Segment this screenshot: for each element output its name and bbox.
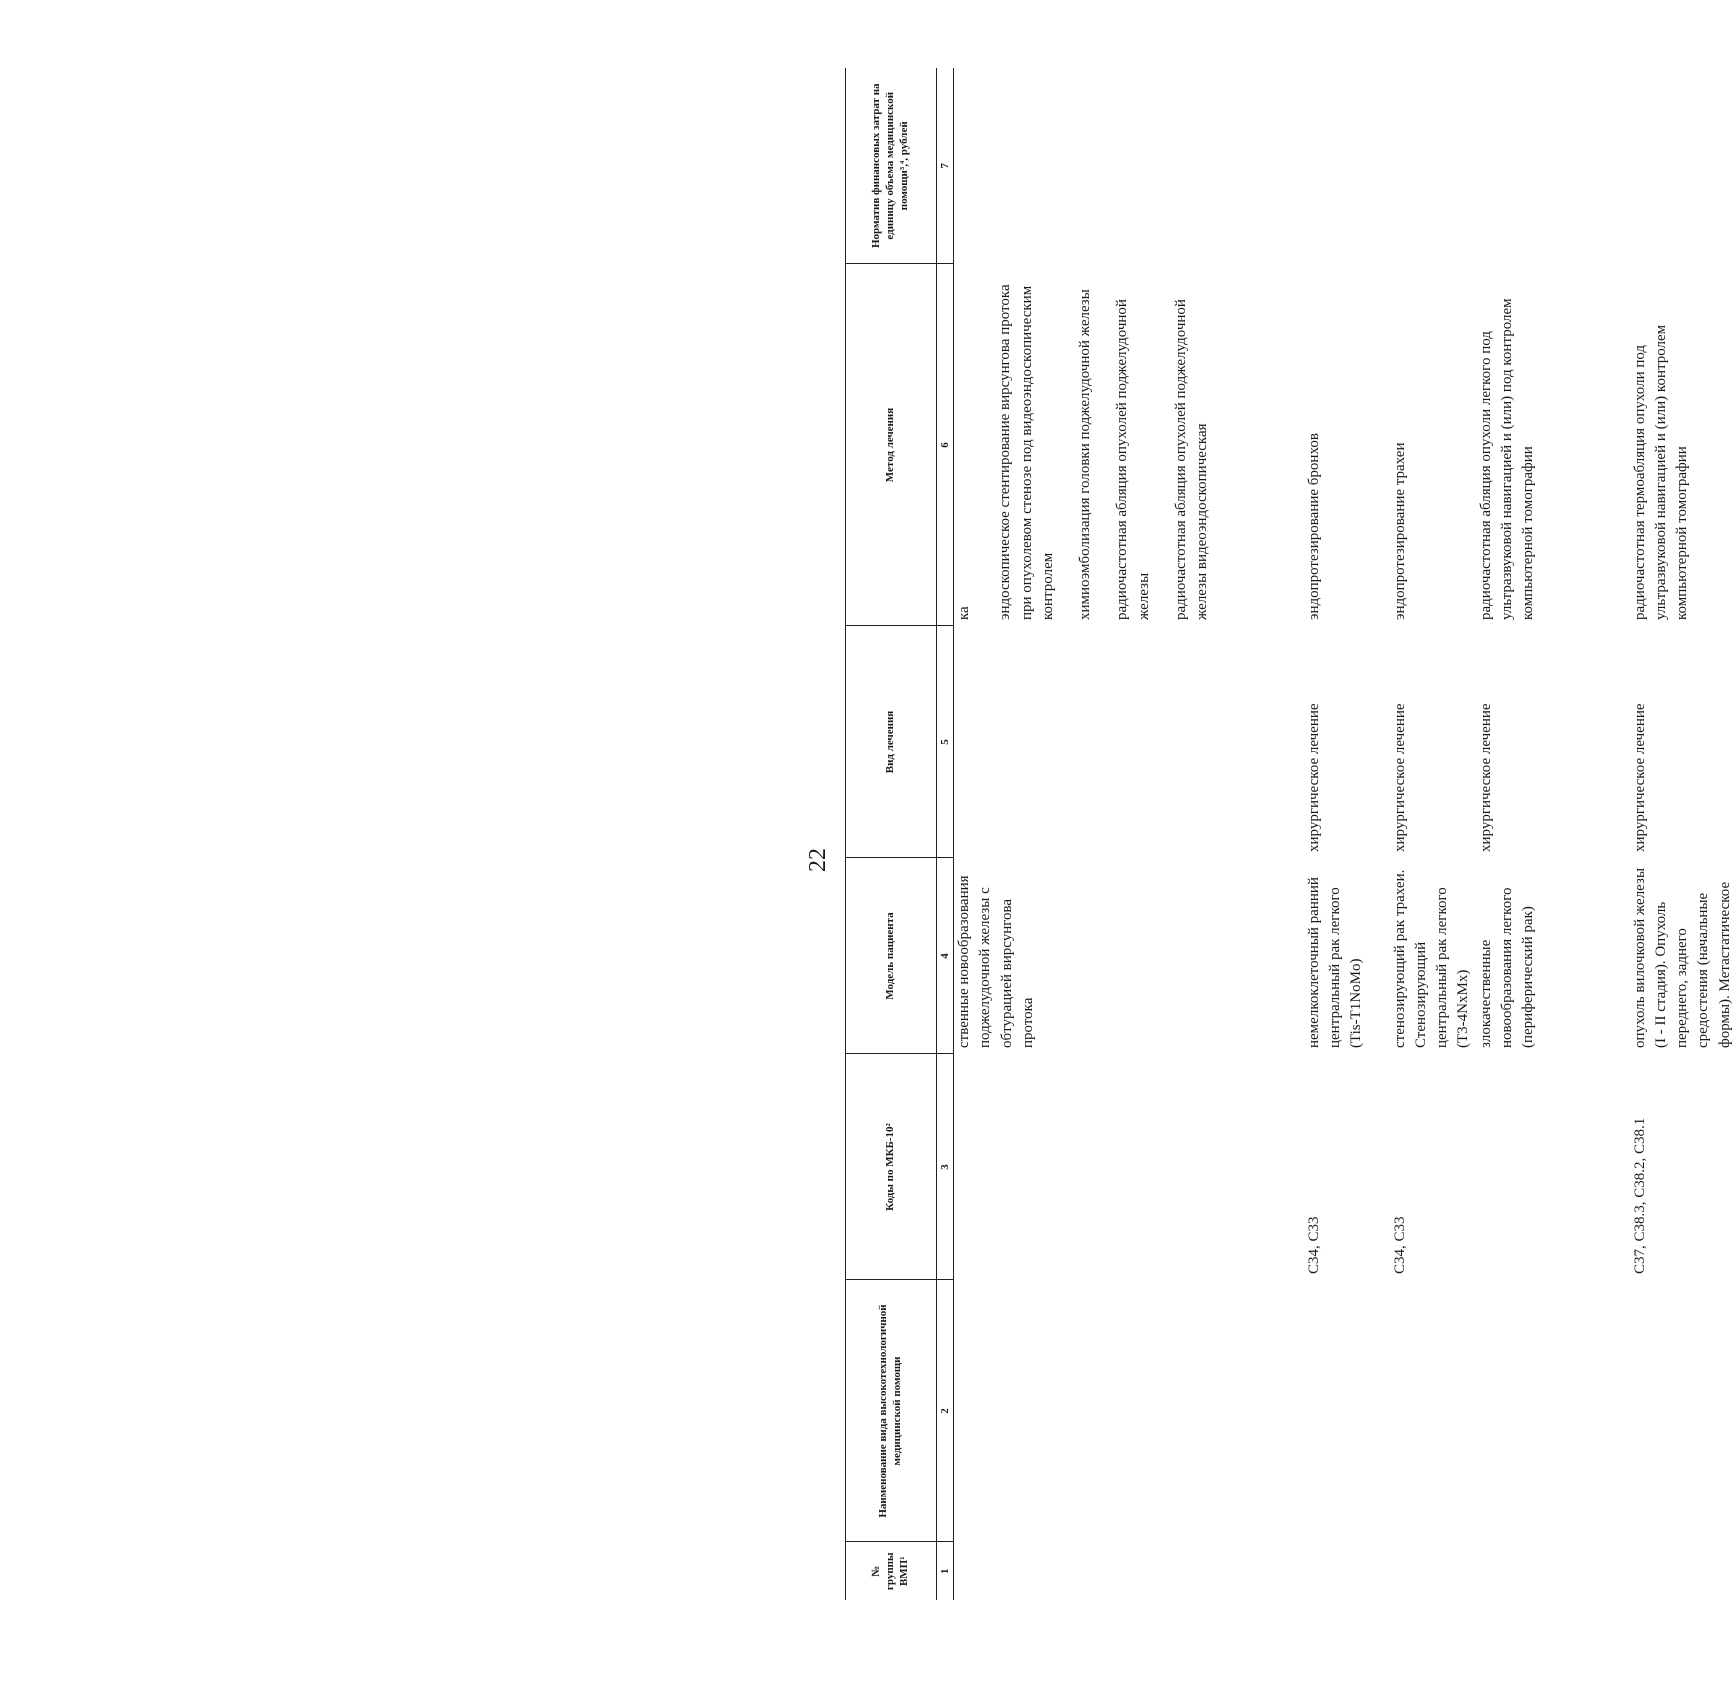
- norm-cell: [1304, 68, 1390, 264]
- codes-cell: [954, 1054, 1304, 1280]
- method-cell: [1304, 264, 1390, 626]
- norm-cell: [1630, 68, 1736, 264]
- method-item: химиоэмболизация головки поджелудочной железы: [1077, 289, 1094, 620]
- norm-cell: [1390, 68, 1476, 264]
- header-treatment-method: Метод лечения: [846, 264, 937, 626]
- method-item: радиочастотная абляция опухолей поджелудочной железы видеоэндоскопическая: [1173, 299, 1211, 620]
- norm-cell: [1476, 68, 1630, 264]
- group-cell: [1304, 1542, 1390, 1600]
- group-cell: [954, 1542, 1304, 1600]
- codes-cell: [1476, 1054, 1630, 1280]
- method-item: радиочастотная абляция опухолей поджелудочной железы: [1114, 299, 1152, 620]
- column-number: 2: [937, 1280, 954, 1542]
- column-number-row: [937, 68, 954, 1600]
- name-cell: [954, 1280, 1304, 1542]
- method-item: эндопротезирование трахеи: [1391, 442, 1408, 620]
- header-treatment-type: Вид лечения: [846, 626, 937, 858]
- method-item: эндопротезирование бронхов: [1305, 433, 1322, 620]
- table-row: [1390, 68, 1476, 1600]
- name-cell: [1304, 1280, 1390, 1542]
- table-row: [1630, 68, 1736, 1600]
- header-icd-codes: Коды по МКБ-10²: [846, 1054, 937, 1280]
- column-number: 6: [937, 264, 954, 626]
- model-cell: немелкоклеточный ранний центральный рак легкого (Tis-T1NoMo): [1305, 877, 1365, 1048]
- name-cell: [1390, 1280, 1476, 1542]
- model-cell: злокачественные новообразования легкого (периферический рак): [1477, 887, 1537, 1048]
- header-cost-norm: Норматив финансовых затрат на единицу объема медицинской помощи³,⁴, рублей: [846, 68, 937, 264]
- model-cell: опухоль вилочковой железы (I - II стадия). Опухоль переднего, заднего средостения (начальные формы). Метастатическое: [1631, 867, 1733, 1048]
- header-patient-model: Модель пациента: [846, 858, 937, 1054]
- method-item: эндоскопическое стентирование вирсунгова протока при опухолевом стенозе под видеоэндоскопическим контролем: [997, 284, 1056, 620]
- column-number: 5: [937, 626, 954, 858]
- treatment-type-cell: хирургическое лечение: [1477, 703, 1494, 852]
- method-cell: [954, 264, 1304, 626]
- treatment-type-cell: хирургическое лечение: [1305, 703, 1322, 852]
- column-number: 4: [937, 858, 954, 1054]
- name-cell: [1476, 1280, 1630, 1542]
- codes-cell: C37, C38.3, C38.2, C38.1: [1631, 1117, 1648, 1274]
- method-item: радиочастотная абляция опухоли легкого под ультразвуковой навигацией и (или) под контролем компьютерной томографии: [1477, 298, 1537, 620]
- page-number: 22: [805, 848, 831, 872]
- treatment-type-cell: [954, 626, 1304, 858]
- name-cell: [1630, 1280, 1736, 1542]
- vmp-table: [845, 68, 1736, 1600]
- method-cell: [1390, 264, 1476, 626]
- codes-cell: C34, C33: [1391, 1216, 1408, 1274]
- table-row: [954, 68, 1304, 1600]
- treatment-type-cell: хирургическое лечение: [1631, 703, 1648, 852]
- table-row: [1476, 68, 1630, 1600]
- header-care-type-name: Наименование вида высокотехнологичной медицинской помощи: [846, 1280, 937, 1542]
- header-row: [846, 68, 937, 1600]
- model-cell: стенозирующий рак трахеи. Стенозирующий центральный рак легкого (T3-4NxMx): [1391, 869, 1472, 1048]
- codes-cell: C34, C33: [1305, 1216, 1322, 1274]
- model-cell: ственные новообразования поджелудочной железы с обтурацией вирсунгова протока: [956, 875, 1036, 1048]
- norm-cell: [954, 68, 1304, 264]
- method-item: радиочастотная термоабляция опухоли под ультразвуковой навигацией и (или) контролем компьютерной томографии: [1631, 324, 1691, 620]
- table-row: [1304, 68, 1390, 1600]
- group-cell: [1390, 1542, 1476, 1600]
- header-group-number: № группы ВМП¹: [846, 1542, 937, 1600]
- group-cell: [1630, 1542, 1736, 1600]
- method-cell: [1630, 264, 1736, 626]
- column-number: 7: [937, 68, 954, 264]
- treatment-type-cell: хирургическое лечение: [1391, 703, 1408, 852]
- column-number: 3: [937, 1054, 954, 1280]
- method-cell: [1476, 264, 1630, 626]
- group-cell: [1476, 1542, 1630, 1600]
- column-number: 1: [937, 1542, 954, 1600]
- method-item: ка: [956, 606, 972, 620]
